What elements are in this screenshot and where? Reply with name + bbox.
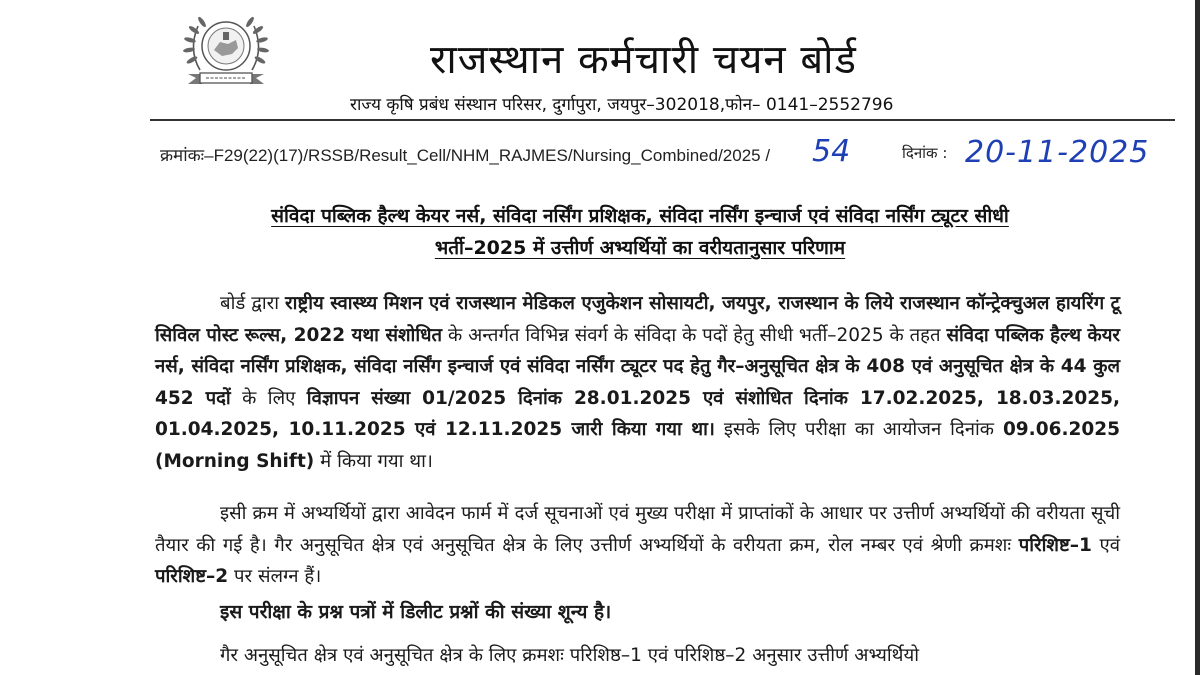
text-run: में किया गया था। [314,450,433,472]
annexure-1-ref: परिशिष्ट–1 [1018,534,1092,556]
org-title: राजस्थान कर्मचारी चयन बोर्ड [430,37,857,83]
reference-number: क्रमांकः–F29(22)(17)/RSSB/Result_Cell/NHM_RAJMES/Nursing_Combined/2025 / [160,146,771,165]
body-paragraph-4 [155,640,1120,672]
text-run: के अन्तर्गत विभिन्न संवर्ग के संविदा के पदों हेतु सीधी भर्ती–2025 के तहत [442,324,947,346]
deleted-questions-note [155,597,1120,629]
annexure-2-ref: परिशिष्ट–2 [155,566,229,587]
body-paragraph-2 [155,498,1120,593]
org-address: राज्य कृषि प्रबंध संस्थान परिसर, दुर्गापुरा, जयपुर–302018,फोन– 0141–2552796 [350,95,894,115]
date-label: दिनांक : [902,144,948,162]
text-run: पर संलग्न हैं। [228,566,322,587]
subject-heading [180,200,1100,264]
text-run: बोर्ड द्वारा [220,293,286,314]
page-edge-border [1195,0,1200,675]
text-run: इस परीक्षा के प्रश्न पत्रों में डिलीट प्रश्नों की संख्या शून्य है। [220,601,612,623]
handwritten-date: 20-11-2025 [965,135,1150,170]
rssb-emblem-icon [180,8,272,90]
text-run: इसके लिए परीक्षा का आयोजन दिनांक [714,419,1003,440]
header-divider [150,119,1175,121]
text-run: इसी क्रम में अभ्यर्थियों द्वारा आवेदन फार्म में दर्ज सूचनाओं एवं मुख्य परीक्षा में प्राप्तांकों के आधार पर उत्तीर्ण अभ्यर्थियों की वरीयता सूची तैयार की गई है। गैर अनुसूचित क्षेत्र एवं अनुसूचित क्षेत्र के लिए उत्तीर्ण अभ्यर्थियों के वरीयता क्रम, रोल नम्बर एवं श्रेणी क्रमशः [155,503,1120,556]
subject-line-2: भर्ती–2025 में उत्तीर्ण अभ्यर्थियों का वरीयतानुसार परिणाम [434,237,846,259]
text-run: एवं [1091,534,1120,556]
text-run: गैर अनुसूचित क्षेत्र एवं अनुसूचित क्षेत्र के लिए क्रमशः परिशिष्ठ–1 एवं परिशिष्ठ–2 अनुसार उत्तीर्ण अभ्यर्थियो [220,645,920,666]
text-run: के लिए [230,387,307,409]
bold-run: राष्ट्रीय स्वास्थ्य मिशन एवं राजस्थान मेडिकल एजुकेशन सोसायटी, जयपुर, राजस्थान के लिये राजस्थान कॉन्ट्रेक्चुअल हायरिंग टू सिविल पोस्ट रूल्स, 2022 यथा संशोधित [155,293,1120,346]
body-paragraph-1 [155,288,1120,477]
handwritten-dispatch-number: 54 [812,134,851,169]
exam-date-bold: 09.06.2025 (Morning Shift) [155,419,1120,472]
subject-line-1: संविदा पब्लिक हैल्थ केयर नर्स, संविदा नर्सिंग प्रशिक्षक, संविदा नर्सिंग इन्चार्ज एवं संविदा नर्सिंग ट्यूटर सीधी [271,205,1009,227]
bold-run: संविदा पब्लिक हैल्थ केयर नर्स, संविदा नर्सिंग प्रशिक्षक, संविदा नर्सिंग इन्चार्ज एवं संविदा नर्सिंग ट्यूटर पद हेतु गैर–अनुसूचित क्षेत्र के 408 एवं अनुसूचित क्षेत्र के 44 कुल 452 पदों [155,324,1120,409]
bold-run: विज्ञापन संख्या 01/2025 दिनांक 28.01.2025 एवं संशोधित दिनांक 17.02.2025, 18.03.2025, 01.04.2025, 10.11.2025 एवं 12.11.2025 जारी किया गया था। [155,387,1121,440]
